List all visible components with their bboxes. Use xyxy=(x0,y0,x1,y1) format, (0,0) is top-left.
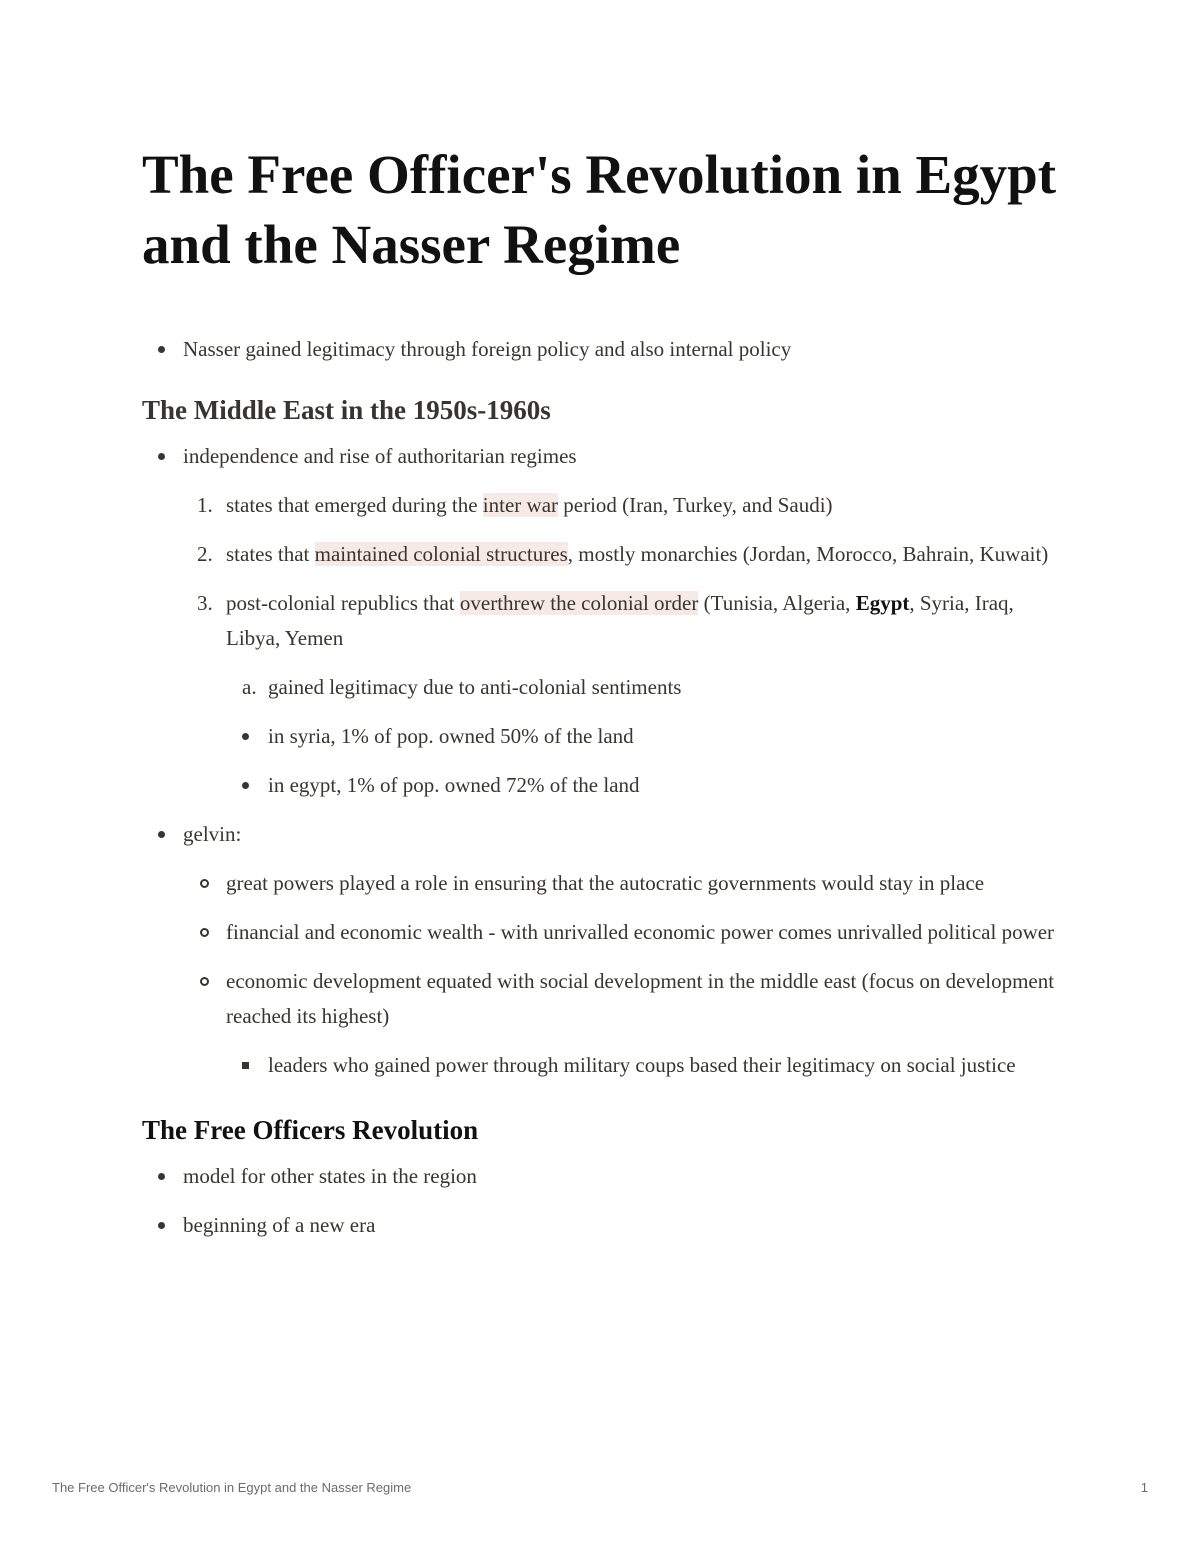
section-heading-middle-east: The Middle East in the 1950s-1960s xyxy=(142,395,551,425)
bullet-disc-icon xyxy=(158,1222,165,1229)
list-item: in syria, 1% of pop. owned 50% of the land xyxy=(142,719,1072,754)
bullet-disc-icon xyxy=(158,1173,165,1180)
highlighted-text: maintained colonial structures xyxy=(314,542,568,566)
bullet-circle-icon xyxy=(200,879,209,888)
bullet-disc-icon xyxy=(158,346,165,353)
list-item: leaders who gained power through military coups based their legitimacy on social justice xyxy=(142,1048,1072,1083)
intro-bullet: Nasser gained legitimacy through foreign policy and also internal policy xyxy=(142,332,1072,367)
highlighted-text: overthrew the colonial order xyxy=(459,591,699,615)
list-number: 1. xyxy=(197,493,213,517)
bullet-square-icon xyxy=(242,1062,249,1069)
numbered-item-1: 1. states that emerged during the inter war period (Iran, Turkey, and Saudi) xyxy=(142,488,1072,523)
bullet-circle-icon xyxy=(200,977,209,986)
list-item: independence and rise of authoritarian regimes xyxy=(142,439,1072,474)
lettered-item-a: a. gained legitimacy due to anti-colonial sentiments xyxy=(142,670,1072,705)
page-title: The Free Officer's Revolution in Egypt and the Nasser Regime xyxy=(142,144,1057,275)
list-number: 3. xyxy=(197,591,213,615)
bullet-disc-icon xyxy=(158,453,165,460)
bullet-disc-icon xyxy=(158,831,165,838)
document-page xyxy=(142,140,1072,1257)
page-footer xyxy=(52,1480,1148,1500)
bold-text: Egypt xyxy=(855,591,910,615)
list-item: beginning of a new era xyxy=(142,1208,1072,1243)
numbered-item-3: 3. post-colonial republics that overthrew the colonial order (Tunisia, Algeria, Egypt, Syria, Iraq, Libya, Yemen xyxy=(142,586,1072,656)
list-item: in egypt, 1% of pop. owned 72% of the land xyxy=(142,768,1072,803)
bullet-disc-icon xyxy=(242,733,249,740)
bullet-disc-icon xyxy=(242,782,249,789)
highlighted-text: inter war xyxy=(482,493,559,517)
page-number: 1 xyxy=(1140,1480,1148,1495)
bullet-circle-icon xyxy=(200,928,209,937)
list-number: 2. xyxy=(197,542,213,566)
list-item: great powers played a role in ensuring that the autocratic governments would stay in place xyxy=(142,866,1072,901)
numbered-item-2: 2. states that maintained colonial structures, mostly monarchies (Jordan, Morocco, Bahrain, Kuwait) xyxy=(142,537,1072,572)
list-item: model for other states in the region xyxy=(142,1159,1072,1194)
section-heading-free-officers: The Free Officers Revolution xyxy=(142,1115,479,1145)
list-item: gelvin: xyxy=(142,817,1072,852)
list-item: financial and economic wealth - with unrivalled economic power comes unrivalled political power xyxy=(142,915,1072,950)
list-item: economic development equated with social development in the middle east (focus on development reached its highest) xyxy=(142,964,1072,1034)
footer-title: The Free Officer's Revolution in Egypt and the Nasser Regime xyxy=(52,1480,412,1495)
list-letter: a. xyxy=(242,675,257,699)
